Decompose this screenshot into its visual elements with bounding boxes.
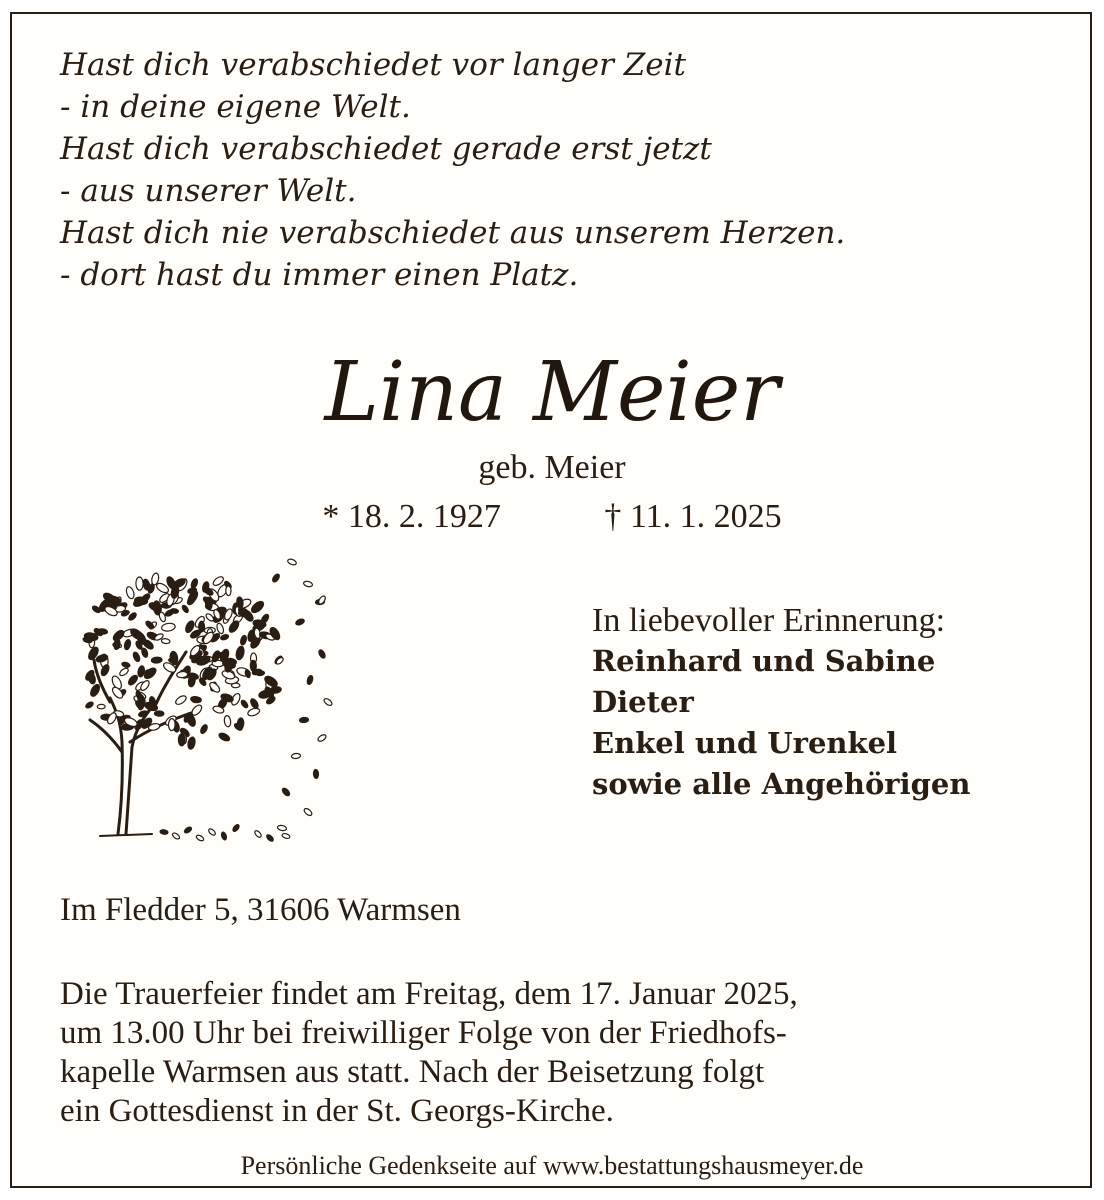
poem-line: Hast dich nie verabschiedet aus unserem Herzen. [60, 215, 846, 251]
service-line: kapelle Warmsen aus statt. Nach der Beisetzung folgt [60, 1054, 765, 1090]
mourners-block [592, 600, 1072, 805]
mourner-name: sowie alle Angehörigen [592, 767, 971, 801]
birth-name: geb. Meier [478, 449, 626, 486]
memorial-website-link: Persönliche Gedenkseite auf www.bestattungshausmeyer.de [240, 1151, 864, 1180]
tree-with-falling-leaves-icon [60, 542, 340, 862]
poem-line: Hast dich verabschiedet vor langer Zeit [60, 47, 687, 83]
service-line: Die Trauerfeier findet am Freitag, dem 17. Januar 2025, [60, 976, 798, 1012]
death-date: † 11. 1. 2025 [604, 498, 782, 535]
poem-line: Hast dich verabschiedet gerade erst jetzt [60, 131, 712, 167]
tree-trunk [90, 652, 194, 836]
mourner-name: Reinhard und Sabine [592, 644, 936, 678]
service-line: ein Gottesdienst in der St. Georgs-Kirche. [60, 1093, 614, 1129]
service-details [60, 975, 1070, 1131]
birth-date: * 18. 2. 1927 [322, 498, 501, 535]
mourner-name: Dieter [592, 685, 694, 719]
family-address: Im Fledder 5, 31606 Warmsen [60, 892, 461, 928]
life-dates [0, 495, 1104, 539]
poem-line: - aus unserer Welt. [60, 173, 357, 209]
memorial-poem [60, 44, 1060, 296]
poem-line: - dort hast du immer einen Platz. [60, 257, 579, 293]
mourners-intro: In liebevoller Erinnerung: [592, 602, 946, 639]
service-line: um 13.00 Uhr bei freiwilliger Folge von der Friedhofs- [60, 1015, 787, 1051]
deceased-name: Lina Meier [324, 345, 780, 440]
mourner-name: Enkel und Urenkel [592, 726, 898, 760]
poem-line: - in deine eigene Welt. [60, 89, 411, 125]
